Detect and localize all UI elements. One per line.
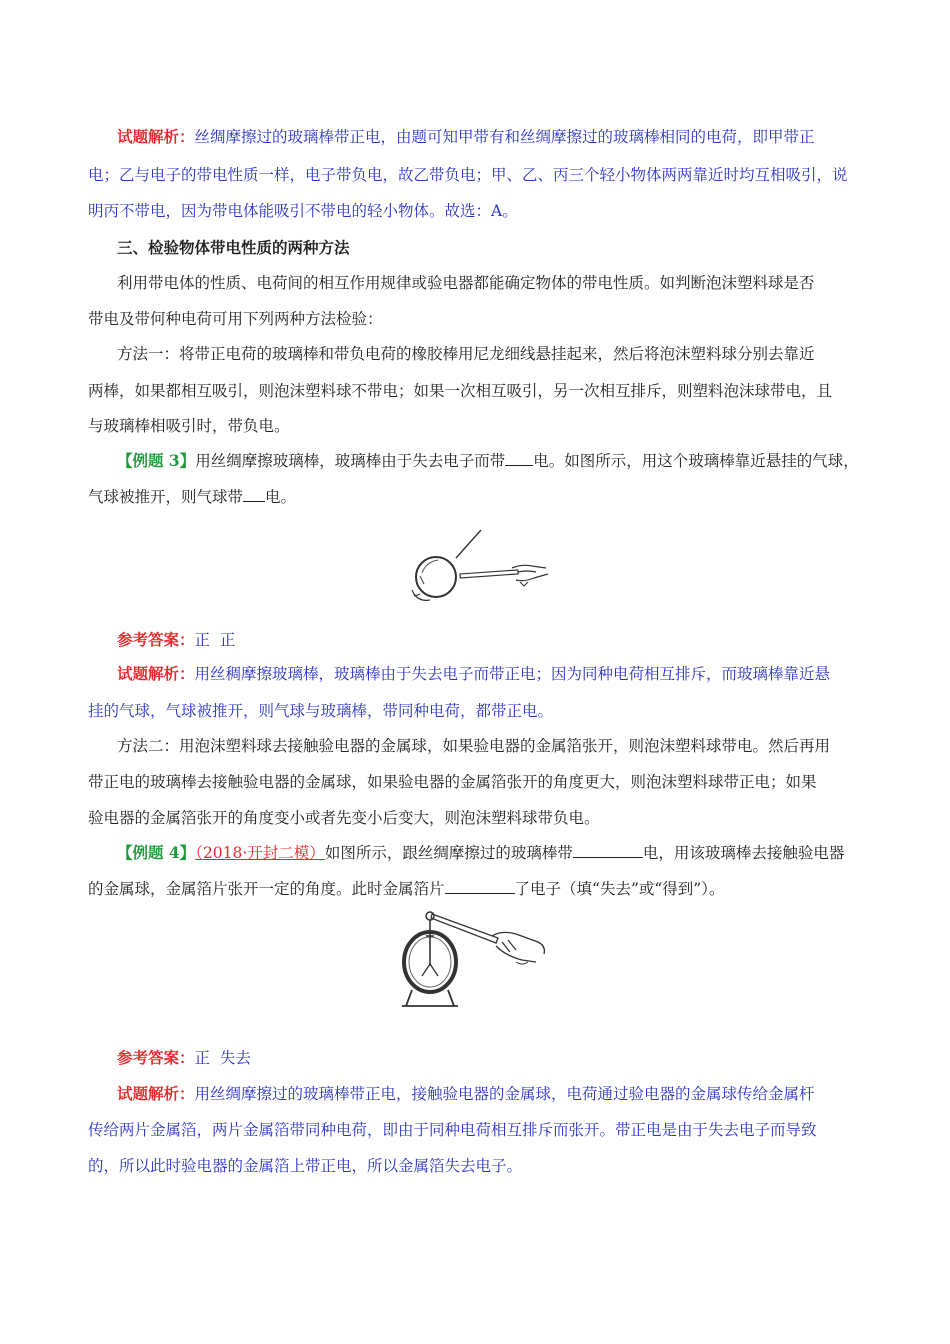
answer-line — [117, 630, 907, 650]
analysis-line-1 — [117, 127, 907, 147]
question-text: 的金属球，金属箔片张开一定的角度。此时金属箔片 — [88, 880, 445, 898]
method2-line-2: 带正电的玻璃棒去接触验电器的金属球，如果验电器的金属箔张开的角度更大，则泡沫塑料球带正电；如果 — [88, 773, 817, 791]
intro-line-2: 带电及带何种电荷可用下列两种方法检验： — [88, 310, 383, 328]
answer-value: 正 正 — [194, 631, 236, 649]
question-text: 电。 — [265, 488, 297, 506]
answer-blank — [243, 487, 265, 502]
intro-line-1: 利用带电体的性质、电荷间的相互作用规律或验电器都能确定物体的带电性质。如判断泡沫塑料球是否 — [117, 274, 815, 292]
answer-blank — [445, 879, 515, 894]
question-text: 用丝绸摩擦玻璃棒，玻璃棒由于失去电子而带 — [195, 452, 506, 470]
analysis-line-3: 的，所以此时验电器的金属箔上带正电，所以金属箔失去电子。 — [88, 1157, 523, 1175]
method1-line-1: 方法一：将带正电荷的玻璃棒和带负电荷的橡胶棒用尼龙细线悬挂起来，然后将泡沫塑料球分别去靠近 — [117, 345, 815, 363]
analysis-text: 用丝稠摩擦玻璃棒，玻璃棒由于失去电子而带正电；因为同种电荷相互排斥，而玻璃棒靠近悬 — [194, 665, 831, 683]
answer-blank — [573, 843, 643, 858]
question-text: 电。如图所示，用这个玻璃棒靠近悬挂的气球， — [533, 452, 859, 470]
example-tag: 【例题 4】 — [117, 843, 196, 862]
question-text: 了电子（填“失去”或“得到”）。 — [514, 880, 725, 898]
example3-line-1 — [117, 451, 907, 471]
balloon-glass-rod-figure — [408, 528, 558, 608]
example3-line-2 — [88, 487, 878, 507]
electroscope-glass-rod-figure — [398, 906, 558, 1018]
question-text: 电，用该玻璃棒去接触验电器 — [642, 844, 845, 862]
answer-blank — [505, 451, 533, 466]
analysis-line-3: 明丙不带电，因为带电体能吸引不带电的轻小物体。故选：A。 — [88, 202, 518, 220]
analysis-text: 丝绸摩擦过的玻璃棒带正电，由题可知甲带有和丝绸摩擦过的玻璃棒相同的电荷，即甲带正 — [194, 128, 815, 146]
example4-line-1 — [117, 843, 907, 863]
method2-line-1: 方法二：用泡沫塑料球去接触验电器的金属球，如果验电器的金属箔张开，则泡沫塑料球带电。然后再用 — [117, 737, 831, 755]
analysis-label: 试题解析： — [117, 127, 195, 146]
analysis-label: 试题解析： — [117, 1084, 195, 1103]
analysis-line-1 — [117, 664, 907, 684]
source-link[interactable]: （2018·开封二模） — [195, 844, 325, 862]
section-heading: 三、检验物体带电性质的两种方法 — [117, 238, 350, 257]
analysis-label: 试题解析： — [117, 664, 195, 683]
analysis-text: 用丝绸摩擦过的玻璃棒带正电，接触验电器的金属球，电荷通过验电器的金属球传给金属杆 — [194, 1085, 815, 1103]
analysis-line-2: 传给两片金属箔，两片金属箔带同种电荷，即由于同种电荷相互排斥而张开。带正电是由于失去电子而导致 — [88, 1121, 817, 1139]
method2-line-3: 验电器的金属箔张开的角度变小或者先变小后变大，则泡沫塑料球带负电。 — [88, 809, 600, 827]
question-text: 气球被推开，则气球带 — [88, 488, 244, 506]
analysis-line-2: 电；乙与电子的带电性质一样，电子带负电，故乙带负电；甲、乙、丙三个轻小物体两两靠近时均互相吸引，说 — [88, 166, 848, 184]
method1-line-3: 与玻璃棒相吸引时，带负电。 — [88, 417, 290, 435]
answer-label: 参考答案： — [117, 630, 195, 649]
method1-line-2: 两棒，如果都相互吸引，则泡沫塑料球不带电；如果一次相互吸引，另一次相互排斥，则塑料泡沫球带电，且 — [88, 382, 833, 400]
example4-line-2 — [88, 879, 878, 899]
answer-value: 正 失去 — [194, 1049, 251, 1067]
analysis-line-2: 挂的气球，气球被推开，则气球与玻璃棒，带同种电荷，都带正电。 — [88, 702, 554, 720]
answer-line — [117, 1048, 907, 1068]
answer-label: 参考答案： — [117, 1048, 195, 1067]
question-text: 如图所示，跟丝绸摩擦过的玻璃棒带 — [324, 844, 573, 862]
example-tag: 【例题 3】 — [117, 451, 196, 470]
analysis-line-1 — [117, 1084, 907, 1104]
